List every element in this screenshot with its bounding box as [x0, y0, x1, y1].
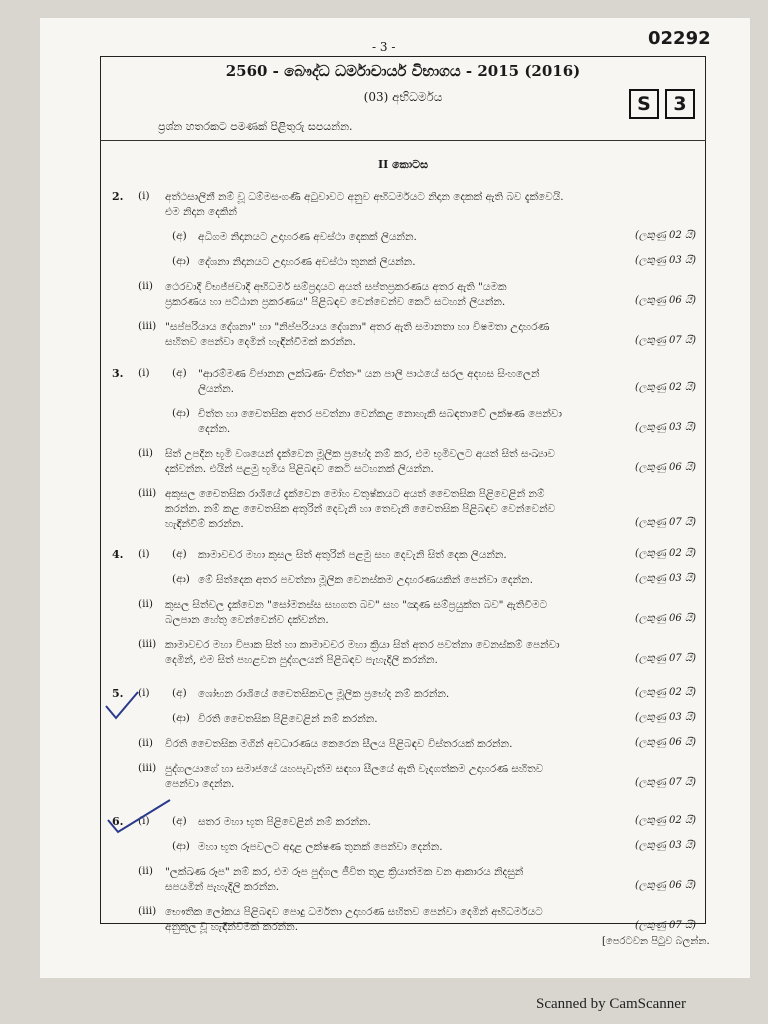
question-text-line: විරති චෛතසික පිළිවෙළින් නම් කරන්න.	[198, 713, 378, 725]
question-text-line: අකුසල චෛතසික රාශියේ දැක්වෙන මෝහ චතුෂ්කයට අයත් චෛතසික පිළිවෙළින් නම්	[165, 488, 545, 500]
question-text-line: අධිගම නිදානයට උදාහරණ අවස්ථා දෙකක් ලියන්න.	[198, 231, 417, 243]
badge-letter: S	[629, 89, 659, 119]
exam-title: 2560 - බෞද්ධ ධර්මාචාර්ය විභාගය - 2015 (2016)	[225, 62, 581, 80]
question-text-line: බලපාන හේතු වෙන්වෙන්ව දක්වන්න.	[165, 614, 329, 626]
sub-part-letter: (අ)	[172, 230, 187, 242]
sub-question-number: (ii)	[138, 737, 153, 749]
marks-label: (ලකුණු 03 යි)	[634, 840, 696, 851]
handwritten-tick-icon	[104, 796, 174, 836]
question-text-line: කාමාවචර මහා කුසල සිත් අතුරින් පළමු සහ දෙවැනි සිත් දෙක ලියන්න.	[198, 549, 507, 561]
part-title: II කොටස	[378, 158, 428, 171]
marks-label: (ලකුණු 07 යි)	[634, 517, 696, 528]
badge-number: 3	[665, 89, 695, 119]
sub-part-letter: (අ)	[172, 815, 187, 827]
marks-label: (ලකුණු 07 යි)	[634, 653, 696, 664]
sub-question-number: (ii)	[138, 865, 153, 877]
sub-question-number: (i)	[138, 815, 150, 827]
question-text-line: සපයමින් පැහැදිලි කරන්න.	[165, 881, 280, 893]
sub-question-number: (i)	[138, 548, 150, 560]
paper-subtitle: (03) අභිධර්මය	[363, 90, 443, 104]
question-text-line: සිත් උපදින භූමි වශයෙන් දැක්වෙන මූලික ප්‍රභේද නම් කර, එම භූමිවලට අයත් සිත් සංඛ්‍යාව	[165, 448, 555, 460]
sub-question-number: (iii)	[138, 638, 157, 650]
question-number: 6.	[112, 815, 124, 828]
question-number: 5.	[112, 687, 124, 700]
instruction-text: ප්‍රශ්න හතරකට පමණක් පිළිතුරු සපයන්න.	[158, 120, 353, 133]
question-text-line: ලියන්න.	[198, 383, 234, 395]
sub-part-letter: (අ)	[172, 687, 187, 699]
sub-part-letter: (ආ)	[172, 407, 190, 419]
question-text-line: චිත්ත හා චෛතසික අතර පවත්නා වෙන්කළ නොහැකි සබඳතාවේ ලක්ෂණ පෙන්වා	[198, 408, 562, 420]
sub-question-number: (iii)	[138, 320, 157, 332]
sub-question-number: (ii)	[138, 280, 153, 292]
sub-question-number: (ii)	[138, 598, 153, 610]
marks-label: (ලකුණු 02 යි)	[634, 687, 696, 698]
sub-part-letter: (අ)	[172, 367, 187, 379]
question-text-line: "ආරම්මණ විජානන ලක්ඛණං චිත්තං" යන පාලි පාඨයේ සරල අදහස සිංහලෙන්	[198, 368, 540, 380]
question-text-line: කරන්න. නම් කළ චෛතසික අතුරින් දෙවැනි හා තෙවැනි චෛතසික පිළිබඳව වෙන්වෙන්ව	[165, 503, 556, 515]
marks-label: (ලකුණු 06 යි)	[634, 295, 696, 306]
question-text-line: දෙන්න.	[198, 423, 231, 435]
marks-label: (ලකුණු 02 යි)	[634, 815, 696, 826]
header-divider	[100, 140, 706, 141]
marks-label: (ලකුණු 02 යි)	[634, 548, 696, 559]
marks-label: (ලකුණු 06 යි)	[634, 462, 696, 473]
question-text-line: මහා භූත රූපවලට අදාළ ලක්ෂණ තුනක් පෙන්වා දෙන්න.	[198, 841, 443, 853]
marks-label: (ලකුණු 03 යි)	[634, 573, 696, 584]
question-text-line: ප්‍රකරණය හා පට්ඨාන ප්‍රකරණය" පිළිබඳව වෙන්වෙන්ව කෙටි සටහන් ලියන්න.	[165, 296, 506, 308]
question-text-line: සතර මහා භූත පිළිවෙළින් නම් කරන්න.	[198, 816, 371, 828]
sub-question-number: (i)	[138, 190, 150, 202]
sub-question-number: (iii)	[138, 905, 157, 917]
question-text-line: භෞතික ලෝකය පිළිබඳව පොදු ධර්මතා උදාහරණ සහිතව පෙන්වා දෙමින් අභිධර්මයට	[165, 906, 543, 918]
question-text-line: දේශනා නිදානයට උදාහරණ අවස්ථා තුනක් ලියන්න.	[198, 256, 416, 268]
marks-label: (ලකුණු 06 යි)	[634, 613, 696, 624]
sub-question-number: (ii)	[138, 447, 153, 459]
sub-part-letter: (ආ)	[172, 840, 190, 852]
question-number: 2.	[112, 190, 124, 203]
question-text-line: මේ සිත්දෙක අතර පවත්නා මූලික වෙනස්කම උදාහරණයකින් පෙන්වා දෙන්න.	[198, 574, 533, 586]
question-text-line: දෙමින්, එම සිත් පහළවන පුද්ගලයන් පිළිබඳව පැහැදිලි කරන්න.	[165, 654, 438, 666]
sub-part-letter: (ආ)	[172, 712, 190, 724]
question-text-line: පුද්ගලයාගේ හා සමාජයේ යහපැවැත්ම සඳහා සීලයේ ඇති වැදගත්කම උදාහරණ සහිතව	[165, 763, 544, 775]
question-text-line: දක්වන්න. එයින් පළමු භූමිය පිළිබඳව කෙටි සටහනක් ලියන්න.	[165, 463, 434, 475]
question-text-line: කාමාවචර මහා විපාක සිත් හා කාමාවචර මහා ක්‍රියා සිත් අතර පවත්නා වෙනස්කම් පෙන්වා	[165, 639, 560, 651]
marks-label: (ලකුණු 02 යි)	[634, 230, 696, 241]
question-text-line: ශෝභන රාශියේ චෛතසිකවල මූලික ප්‍රභේද නම් කරන්න.	[198, 688, 450, 700]
sub-question-number: (iii)	[138, 487, 157, 499]
paper-code-badge	[628, 88, 696, 120]
question-text-line: ථෙරවාදී විභජ්ජවාදී අභිධර්ම සම්ප්‍රදායට අයත් සප්තප්‍රකරණය අතර ඇති "යමක	[165, 281, 507, 293]
scanner-watermark: Scanned by CamScanner	[536, 996, 686, 1012]
question-text-line: අනුකූල වූ හැඳින්වීමක් කරන්න.	[165, 921, 299, 933]
handwritten-tick-icon	[102, 688, 142, 722]
question-text-line: "සප්පරියාය දේශනා" හා "නිප්පරියාය දේශනා" අතර ඇති සමානතා හා විෂමතා උදාහරණ	[165, 321, 550, 333]
turn-over-note: [පෙරටවන පිටුව බලන්න.	[602, 936, 710, 947]
sub-part-letter: (ආ)	[172, 255, 190, 267]
question-text-line: කුසල සිත්වල දැක්වෙන "සෝමනස්ස සහගත බව" සහ "ඤාණ සම්ප්‍රයුක්ත බව" ඇතිවීමට	[165, 599, 548, 611]
question-text-line: සහිතව පෙන්වා දෙමින් හැඳින්වීමක් කරන්න.	[165, 336, 356, 348]
document-code: 02292	[648, 28, 711, 49]
marks-label: (ලකුණු 02 යි)	[634, 382, 696, 393]
sub-question-number: (iii)	[138, 762, 157, 774]
sub-part-letter: (ආ)	[172, 573, 190, 585]
question-text-line: විරති චෛතසික මගින් අවධාරණය කෙරෙන සීලය පිළිබඳව විස්තරයක් කරන්න.	[165, 738, 513, 750]
question-number: 3.	[112, 367, 124, 380]
question-text-line: පෙන්වා දෙන්න.	[165, 778, 235, 790]
marks-label: (ලකුණු 03 යි)	[634, 712, 696, 723]
question-text-line: "ලක්ඛණ රූප" නම් කර, එම රූප පුද්ගල ජීවිත තුළ ක්‍රියාත්මක වන ආකාරය නිදසුන්	[165, 866, 524, 878]
marks-label: (ලකුණු 06 යි)	[634, 880, 696, 891]
question-text-line: අත්ථසාලිනී නම් වූ ධම්මසංගණී අටුවාවට අනුව අභිධර්මයට නිදාන දෙකක් ඇති බව දැක්වෙයි.	[165, 191, 564, 203]
sub-question-number: (i)	[138, 687, 150, 699]
marks-label: (ලකුණු 03 යි)	[634, 255, 696, 266]
marks-label: (ලකුණු 06 යි)	[634, 737, 696, 748]
question-text-line: හැඳින්වීම් කරන්න.	[165, 518, 244, 530]
page-number: - 3 -	[372, 40, 396, 54]
marks-label: (ලකුණු 07 යි)	[634, 777, 696, 788]
sub-part-letter: (අ)	[172, 548, 187, 560]
question-text-line: එම නිදාන දෙකින්	[165, 206, 237, 218]
marks-label: (ලකුණු 07 යි)	[634, 335, 696, 346]
marks-label: (ලකුණු 07 යි)	[634, 920, 696, 931]
question-number: 4.	[112, 548, 124, 561]
sub-question-number: (i)	[138, 367, 150, 379]
marks-label: (ලකුණු 03 යි)	[634, 422, 696, 433]
